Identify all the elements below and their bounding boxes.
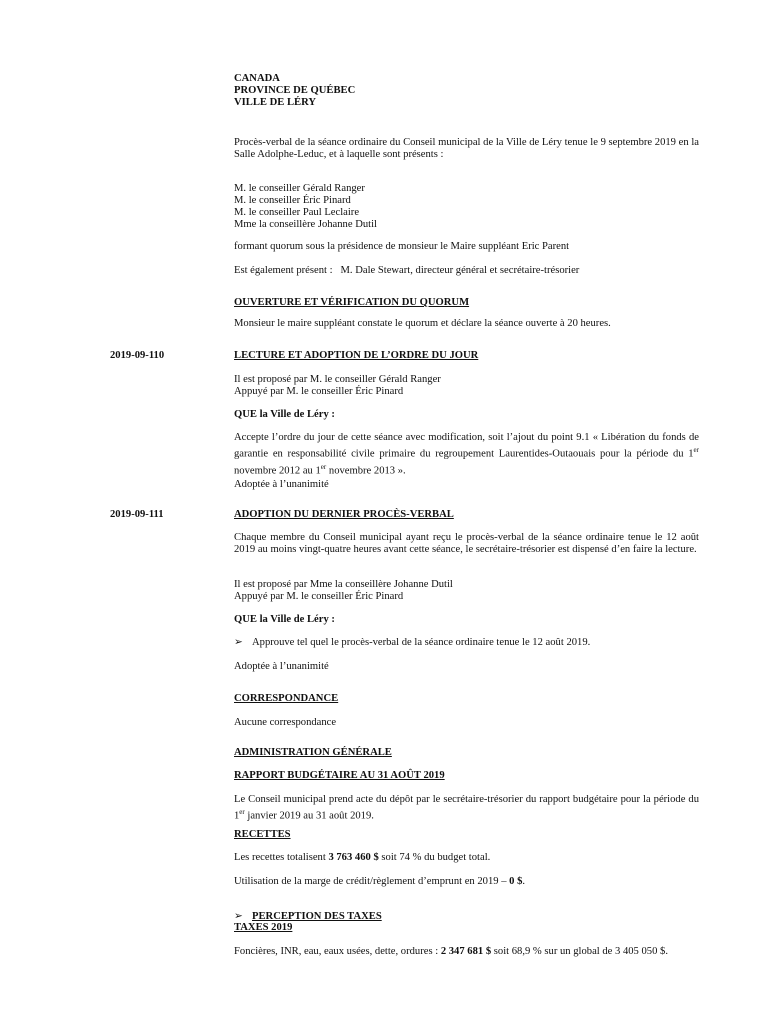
intro-paragraph: Procès-verbal de la séance ordinaire du Conseil municipal de la Ville de Léry tenue le 9 septembre 2019 en la Salle Adolphe-Leduc, et à laquelle sont présents : [234,137,699,160]
recettes-amount: 3 763 460 $ [328,852,379,863]
res111-title: ADOPTION DU DERNIER PROCÈS-VERBAL [234,509,454,520]
arrow-bullet-icon: ➢ [234,637,243,648]
correspondance-text: Aucune correspondance [234,717,337,728]
marge-amount: 0 $ [509,876,523,887]
marge-text-b: . [522,876,526,887]
res111-adopted: Adoptée à l’unanimité [234,661,329,672]
member-item: M. le conseiller Paul Leclaire [234,207,360,218]
member-item: M. le conseiller Gérald Ranger [234,183,365,194]
also-present-value: M. Dale Stewart, directeur général et secrétaire-trésorier [340,265,580,276]
recettes-text [234,852,699,864]
res111-text: Chaque membre du Conseil municipal ayant reçu le procès-verbal de la séance ordinaire tenue le 12 août 2019 au moins vingt-quatre heures avant cette séance, le secrétaire-trésorier est dispensé d’en faire la lecture. [234,532,699,555]
perception-title: PERCEPTION DES TAXES [252,911,382,922]
member-item: M. le conseiller Éric Pinard [234,195,351,206]
res110-text-a: Accepte l’ordre du jour de cette séance avec modification, soit l’ajout du point 9.1 « Libération du fonds de garantie en responsabilité civile primaire du regroupement Laurentides-Outaouais pour la période du 1 [234,432,699,460]
res110-text [234,432,699,477]
header-city: VILLE DE LÉRY [234,97,317,108]
also-present [234,265,699,277]
res110-proposed: Il est proposé par M. le conseiller Gérald Ranger [234,374,441,385]
quorum-text: formant quorum sous la présidence de monsieur le Maire suppléant Eric Parent [234,241,570,252]
members-list [234,183,699,231]
res111-motion [234,579,699,603]
recettes-title: RECETTES [234,829,291,840]
res110-seconded: Appuyé par M. le conseiller Éric Pinard [234,386,404,397]
rapport-text [234,794,699,823]
res110-text-c: novembre 2013 ». [326,465,406,477]
correspondance-title: CORRESPONDANCE [234,693,339,704]
res110-sup1: er [693,446,699,454]
taxes-text [234,946,699,958]
res110-motion [234,374,699,398]
header-province: PROVINCE DE QUÉBEC [234,85,356,96]
recettes-text-a: Les recettes totalisent [234,852,329,863]
rapport-text-b: janvier 2019 au 31 août 2019. [244,810,374,822]
member-item: Mme la conseillère Johanne Dutil [234,219,377,230]
admin-title: ADMINISTRATION GÉNÉRALE [234,747,392,758]
taxes-text-b: soit 68,9 % sur un global de 3 405 050 $. [491,946,668,957]
taxes-text-a: Foncières, INR, eau, eaux usées, dette, ordures : [234,946,441,957]
arrow-bullet-icon: ➢ [234,911,243,922]
taxes-amount: 2 347 681 $ [440,946,492,957]
rapport-text-a: Le Conseil municipal prend acte du dépôt par le secrétaire-trésorier du rapport budgétaire pour la période du 1 [234,794,699,822]
ouverture-title: OUVERTURE ET VÉRIFICATION DU QUORUM [234,297,470,308]
res111-bullet-text: Approuve tel quel le procès-verbal de la séance ordinaire tenue le 12 août 2019. [252,637,591,648]
marge-text-a: Utilisation de la marge de crédit/règlement d’emprunt en 2019 – [234,876,510,887]
res111-bullet-item [234,637,717,649]
also-present-label: Est également présent : [234,265,333,276]
header-country: CANADA [234,73,280,84]
res111-seconded: Appuyé par M. le conseiller Éric Pinard [234,591,404,602]
resolution-number-111: 2019-09-111 [110,509,164,520]
resolution-number-110: 2019-09-110 [110,350,165,361]
res110-sup2: er [320,462,327,471]
res110-que: QUE la Ville de Léry : [234,409,335,420]
rapport-sup: er [239,808,245,816]
res110-text-b: novembre 2012 au 1 [234,465,321,477]
taxes-title: TAXES 2019 [234,922,293,933]
res111-proposed: Il est proposé par Mme la conseillère Johanne Dutil [234,579,453,590]
marge-text [234,876,699,888]
document-header [234,73,699,109]
res111-que: QUE la Ville de Léry : [234,614,335,625]
rapport-title: RAPPORT BUDGÉTAIRE AU 31 AOÛT 2019 [234,770,445,781]
res110-adopted: Adoptée à l’unanimité [234,479,329,490]
ouverture-text: Monsieur le maire suppléant constate le quorum et déclare la séance ouverte à 20 heures. [234,318,611,329]
res110-title: LECTURE ET ADOPTION DE L’ORDRE DU JOUR [234,350,479,361]
recettes-text-b: soit 74 % du budget total. [378,852,491,863]
